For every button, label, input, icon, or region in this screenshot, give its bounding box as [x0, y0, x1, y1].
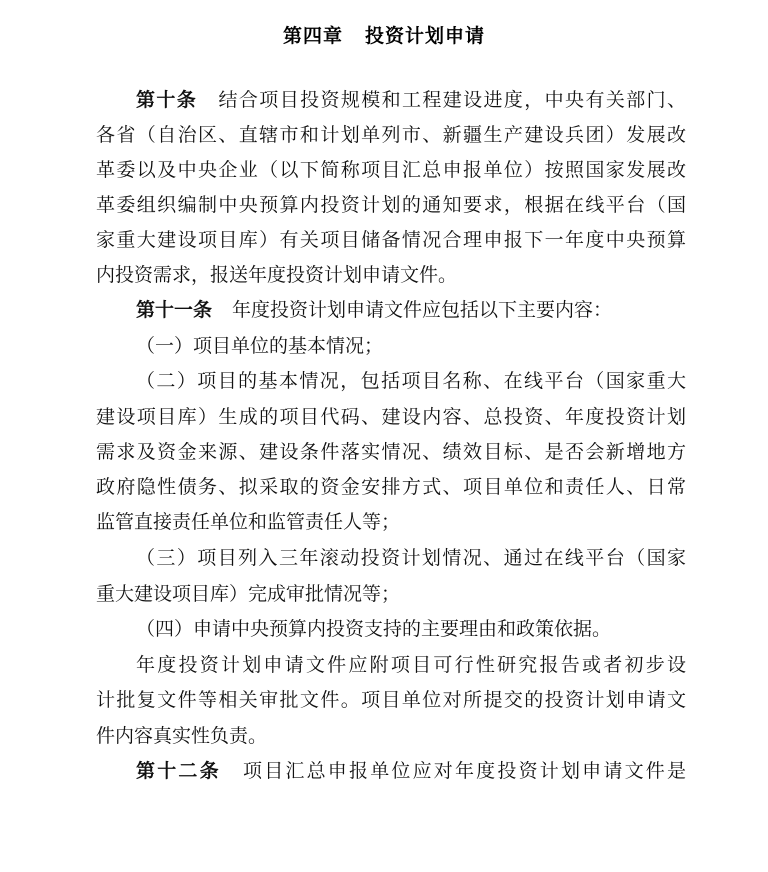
- article-10-text: 结合项目投资规模和工程建设进度，中央有关部门、: [217, 89, 686, 111]
- article-12-text: 项目汇总申报单位应对年度投资计划申请文件是: [240, 760, 686, 782]
- item-3-line-1: （三）项目列入三年滚动投资计划情况、通过在线平台（国家: [136, 547, 686, 569]
- article-11-line-1: [136, 296, 686, 324]
- article-11-text: 年度投资计划申请文件应包括以下主要内容：: [232, 299, 613, 321]
- chapter-number: 第四章: [282, 25, 343, 47]
- item-2-line-2: 建设项目库）生成的项目代码、建设内容、总投资、年度投资计划: [96, 406, 686, 428]
- chapter-title: [0, 22, 768, 50]
- article-12-line-1: [136, 757, 686, 785]
- article-10-line-3: 革委以及中央企业（以下简称项目汇总申报单位）按照国家发展改: [96, 159, 686, 181]
- article-10-line-4: 革委组织编制中央预算内投资计划的通知要求，根据在线平台（国: [96, 194, 686, 216]
- attachment-line-1: 年度投资计划申请文件应附项目可行性研究报告或者初步设: [136, 654, 686, 676]
- article-11-label: 第十一条: [136, 299, 213, 321]
- article-10-line-6: 内投资需求，报送年度投资计划申请文件。: [96, 264, 458, 286]
- chapter-name: 投资计划申请: [365, 25, 486, 47]
- attachment-line-2: 计批复文件等相关审批文件。项目单位对所提交的投资计划申请文: [96, 689, 686, 711]
- item-3-line-2: 重大建设项目库）完成审批情况等；: [96, 583, 401, 605]
- article-10-line-2: 各省（自治区、直辖市和计划单列市、新疆生产建设兵团）发展改: [96, 124, 686, 146]
- item-2-line-5: 监管直接责任单位和监管责任人等；: [96, 511, 401, 533]
- item-2-line-1: （二）项目的基本情况，包括项目名称、在线平台（国家重大: [136, 370, 686, 392]
- item-4-line-1: （四）申请中央预算内投资支持的主要理由和政策依据。: [136, 618, 612, 640]
- item-1-line-1: （一）项目单位的基本情况；: [136, 335, 384, 357]
- article-10-line-1: [136, 86, 686, 114]
- article-12-label: 第十二条: [136, 760, 221, 782]
- article-10-line-5: 家重大建设项目库）有关项目储备情况合理申报下一年度中央预算: [96, 229, 686, 251]
- item-2-line-3: 需求及资金来源、建设条件落实情况、绩效目标、是否会新增地方: [96, 441, 686, 463]
- attachment-line-3: 件内容真实性负责。: [96, 725, 268, 747]
- article-10-label: 第十条: [136, 89, 198, 111]
- item-2-line-4: 政府隐性债务、拟采取的资金安排方式、项目单位和责任人、日常: [96, 476, 686, 498]
